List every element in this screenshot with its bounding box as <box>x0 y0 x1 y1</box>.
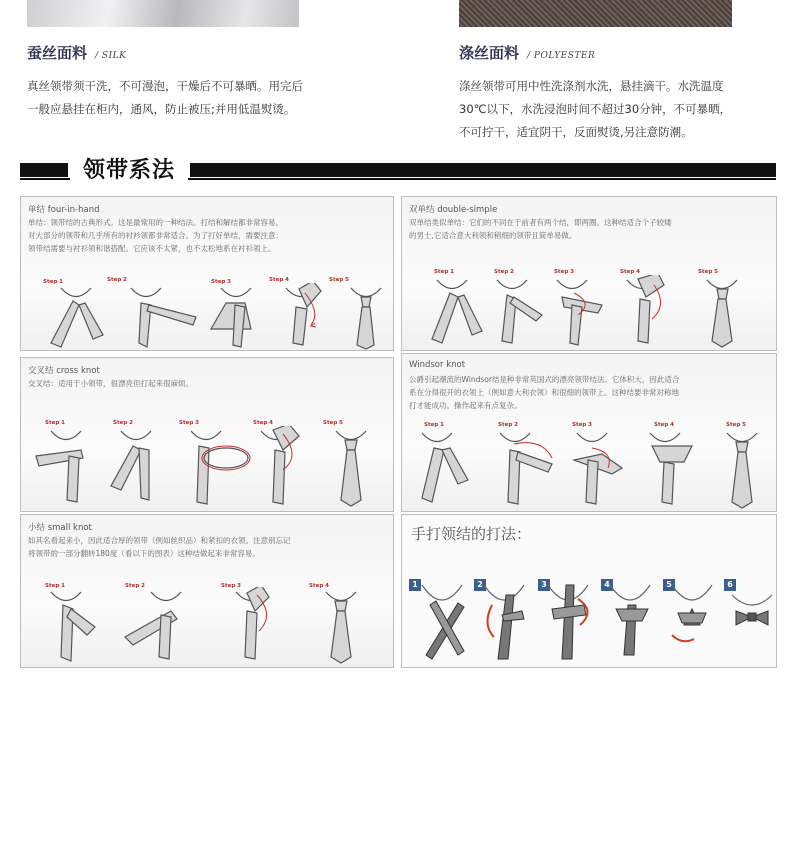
step-label: Step 4 <box>309 583 329 589</box>
tie-steps-illustration <box>402 428 776 511</box>
step-label: Step 3 <box>554 269 574 275</box>
bow-tie-steps-illustration <box>402 575 776 667</box>
section-header <box>20 158 776 182</box>
step-label: Step 3 <box>221 583 241 589</box>
panel-description: 双单结类似单结：它们的不同在于前者有两个结，即两圈。这种结适合个子较矮 的男士,它适合意大利领和稍细的领带且简单易做。 <box>409 218 672 240</box>
step-label: Step 4 <box>269 277 289 283</box>
step-label: Step 1 <box>434 269 454 275</box>
polyester-care-text: 涤丝领带可用中性洗涤剂水洗，悬挂滴干。水洗温度 30℃以下，水洗浸泡时间不超过30分钟，不可暴晒， 不可拧干，适宜阴干，反面熨烫,另注意防潮。 <box>459 79 732 139</box>
step-label: Step 2 <box>125 583 145 589</box>
step-label: Step 3 <box>179 420 199 426</box>
step-label: Step 5 <box>726 422 746 428</box>
tie-steps-illustration <box>21 283 393 350</box>
panel-description: 单结：领带结的古典形式。这是最常用的一种结法。打结和解结都非常容易。 对大部分的领带和几乎所有的衬衫领都非常适合。为了打好单结，需要注意： 领带结需要与衬衫领和谐搭配。它应该不太紧，也不太松地系在衬衫领上。 <box>28 218 283 253</box>
panel-windsor-knot <box>401 353 777 512</box>
step-label: Step 4 <box>620 269 640 275</box>
panel-description: 如其名看起来小，因此适合厚的领带（例如丝织品）和紧扣的衣领。注意别忘记 将领带的一部分翻转180度（看以下的图表）这种结做起来非常容易。 <box>28 536 291 558</box>
section-title: 领带系法 <box>70 156 188 186</box>
polyester-fabric-image <box>459 0 732 27</box>
step-number: 4 <box>601 579 613 591</box>
step-label: Step 1 <box>45 420 65 426</box>
step-label: Step 2 <box>494 269 514 275</box>
step-label: Step 2 <box>113 420 133 426</box>
panel-bow-tie <box>401 514 777 668</box>
step-label: Step 3 <box>572 422 592 428</box>
silk-care-text: 真丝领带须干洗，不可漫泡，干燥后不可暴晒。用完后 一般应悬挂在柜内，通风，防止被压;并用低温熨烫。 <box>27 79 303 116</box>
tie-steps-illustration <box>21 587 393 667</box>
step-label: Step 2 <box>498 422 518 428</box>
step-number: 6 <box>724 579 736 591</box>
silk-title: 蚕丝面料 / SILK <box>27 44 127 62</box>
step-number: 2 <box>474 579 486 591</box>
step-number: 1 <box>409 579 421 591</box>
step-number: 3 <box>538 579 550 591</box>
step-label: Step 3 <box>211 279 231 285</box>
panel-description: 交叉结：适用于小领带，很漂亮但打起来很麻烦。 <box>28 379 193 388</box>
step-label: Step 5 <box>323 420 343 426</box>
step-number: 5 <box>663 579 675 591</box>
panel-small-knot <box>20 514 394 668</box>
panel-title: 手打领结的打法： <box>411 525 532 543</box>
step-label: Step 5 <box>698 269 718 275</box>
step-label: Step 1 <box>43 279 63 285</box>
step-label: Step 1 <box>45 583 65 589</box>
panel-four-in-hand <box>20 196 394 351</box>
tie-steps-illustration <box>402 275 776 350</box>
tie-steps-illustration <box>21 426 393 511</box>
step-label: Step 4 <box>253 420 273 426</box>
silk-fabric-image <box>27 0 299 27</box>
polyester-title: 涤丝面料 / POLYESTER <box>459 44 596 62</box>
panel-title: 双单结 double-simple <box>409 205 498 215</box>
step-label: Step 2 <box>107 277 127 283</box>
step-label: Step 5 <box>329 277 349 283</box>
panel-description: 公爵引起潮流的Windsor结是种非常英国式的漂亮领带结法。它体积大，因此适合 系在分得很开的衣领上（例如意大利衣领）和很细的领带上。这种结要非常对称地 打才能成功。操作起来有点复杂。 <box>409 375 680 410</box>
panel-title: 小结 small knot <box>28 523 92 533</box>
step-label: Step 1 <box>424 422 444 428</box>
panel-cross-knot <box>20 357 394 512</box>
panel-title: 交叉结 cross knot <box>28 366 100 376</box>
panel-title: 单结 four-in-hand <box>28 205 100 215</box>
step-label: Step 4 <box>654 422 674 428</box>
panel-title: Windsor knot <box>409 360 466 370</box>
panel-double-simple <box>401 196 777 351</box>
